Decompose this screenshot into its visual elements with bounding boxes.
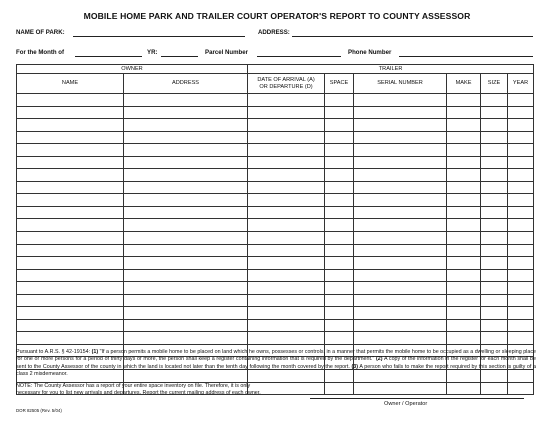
cell-address[interactable] — [124, 169, 248, 182]
cell-size[interactable] — [481, 206, 508, 219]
register-table — [16, 64, 534, 395]
cell-serial[interactable] — [354, 232, 447, 245]
cell-make[interactable] — [447, 319, 481, 332]
cell-name[interactable] — [17, 156, 124, 169]
cell-date[interactable] — [248, 169, 325, 182]
cell-size[interactable] — [481, 319, 508, 332]
cell-size[interactable] — [481, 156, 508, 169]
cell-year[interactable] — [508, 194, 534, 207]
statute-item-1-number: (1) — [91, 349, 99, 355]
table-row — [17, 332, 534, 345]
table-row — [17, 119, 534, 132]
cell-name[interactable] — [17, 257, 124, 270]
serial-number-column-header: SERIAL NUMBER — [354, 74, 447, 94]
make-column-header: MAKE — [447, 74, 481, 94]
cell-size[interactable] — [481, 307, 508, 320]
cell-address[interactable] — [124, 294, 248, 307]
owner-group-header: OWNER — [17, 65, 248, 74]
cell-date[interactable] — [248, 307, 325, 320]
cell-make[interactable] — [447, 257, 481, 270]
cell-year[interactable] — [508, 181, 534, 194]
cell-size[interactable] — [481, 94, 508, 107]
table-row — [17, 106, 534, 119]
form-code: DOR 82505 (Rev. 5/04) — [16, 408, 62, 413]
cell-name[interactable] — [17, 119, 124, 132]
year-column-header: YEAR — [508, 74, 534, 94]
table-row — [17, 282, 534, 295]
cell-address[interactable] — [124, 282, 248, 295]
cell-date[interactable] — [248, 319, 325, 332]
cell-name[interactable] — [17, 269, 124, 282]
cell-year[interactable] — [508, 282, 534, 295]
cell-year[interactable] — [508, 332, 534, 345]
cell-name[interactable] — [17, 307, 124, 320]
date-column-header-line2: OR DEPARTURE (D) — [259, 83, 313, 90]
cell-date[interactable] — [248, 131, 325, 144]
phone-number-field[interactable] — [399, 56, 533, 57]
trailer-group-header: TRAILER — [248, 65, 534, 74]
cell-address[interactable] — [124, 144, 248, 157]
cell-name[interactable] — [17, 144, 124, 157]
cell-make[interactable] — [447, 294, 481, 307]
table-row — [17, 319, 534, 332]
cell-space[interactable] — [325, 131, 354, 144]
cell-make[interactable] — [447, 332, 481, 345]
cell-name[interactable] — [17, 194, 124, 207]
cell-serial[interactable] — [354, 106, 447, 119]
statute-item-3-text: A person who fails to make the report required by this section is guilty of a class 2 misdemeanor. — [16, 363, 536, 377]
cell-name[interactable] — [17, 169, 124, 182]
cell-make[interactable] — [447, 307, 481, 320]
cell-size[interactable] — [481, 244, 508, 257]
cell-space[interactable] — [325, 219, 354, 232]
cell-address[interactable] — [124, 194, 248, 207]
cell-address[interactable] — [124, 119, 248, 132]
cell-size[interactable] — [481, 131, 508, 144]
statute-paragraph — [16, 349, 536, 378]
cell-address[interactable] — [124, 319, 248, 332]
cell-date[interactable] — [248, 194, 325, 207]
cell-make[interactable] — [447, 206, 481, 219]
note-paragraph — [16, 383, 554, 398]
cell-make[interactable] — [447, 94, 481, 107]
cell-address[interactable] — [124, 181, 248, 194]
cell-size[interactable] — [481, 294, 508, 307]
cell-name[interactable] — [17, 232, 124, 245]
cell-year[interactable] — [508, 169, 534, 182]
cell-make[interactable] — [447, 156, 481, 169]
cell-size[interactable] — [481, 269, 508, 282]
table-row — [17, 131, 534, 144]
cell-date[interactable] — [248, 119, 325, 132]
cell-make[interactable] — [447, 181, 481, 194]
statute-item-1-text: "If a person permits a mobile home to be placed on land which he owns, possesses or controls, in a manner that permits the mobile home to be occupied as a dwelling or sleeping place for one or more persons for a period of thirty days or more, the person shall keep a register containing information that is required by the department." — [16, 349, 536, 363]
cell-space[interactable] — [325, 269, 354, 282]
cell-size[interactable] — [481, 181, 508, 194]
statute-item-3-number: (3) — [351, 363, 359, 370]
cell-space[interactable] — [325, 232, 354, 245]
cell-make[interactable] — [447, 194, 481, 207]
note-line-2: necessary for you to list new arrivals and departures. Report the current mailing address of each owner. — [16, 390, 261, 397]
cell-name[interactable] — [17, 94, 124, 107]
cell-date[interactable] — [248, 244, 325, 257]
cell-serial[interactable] — [354, 94, 447, 107]
size-column-header: SIZE — [481, 74, 508, 94]
cell-make[interactable] — [447, 106, 481, 119]
cell-address[interactable] — [124, 106, 248, 119]
note-line-1: NOTE: The County Assessor has a report of your entire space inventory on file. Therefore, it is only — [16, 383, 251, 389]
cell-space[interactable] — [325, 156, 354, 169]
year-label: YR: — [147, 49, 158, 56]
cell-date[interactable] — [248, 232, 325, 245]
table-row — [17, 269, 534, 282]
cell-year[interactable] — [508, 294, 534, 307]
cell-make[interactable] — [447, 144, 481, 157]
cell-make[interactable] — [447, 269, 481, 282]
cell-size[interactable] — [481, 332, 508, 345]
cell-serial[interactable] — [354, 181, 447, 194]
table-row — [17, 194, 534, 207]
date-column-header — [248, 74, 325, 94]
table-row — [17, 232, 534, 245]
name-of-park-label: NAME OF PARK: — [16, 29, 65, 36]
parcel-number-label: Parcel Number — [205, 49, 249, 56]
cell-make[interactable] — [447, 219, 481, 232]
cell-address[interactable] — [124, 269, 248, 282]
cell-date[interactable] — [248, 181, 325, 194]
cell-year[interactable] — [508, 119, 534, 132]
year-field[interactable] — [161, 56, 198, 57]
cell-date[interactable] — [248, 94, 325, 107]
cell-serial[interactable] — [354, 119, 447, 132]
cell-serial[interactable] — [354, 156, 447, 169]
cell-date[interactable] — [248, 332, 325, 345]
cell-serial[interactable] — [354, 307, 447, 320]
cell-year[interactable] — [508, 232, 534, 245]
cell-name[interactable] — [17, 219, 124, 232]
table-row — [17, 169, 534, 182]
cell-serial[interactable] — [354, 319, 447, 332]
cell-date[interactable] — [248, 257, 325, 270]
table-row — [17, 257, 534, 270]
cell-serial[interactable] — [354, 194, 447, 207]
cell-name[interactable] — [17, 206, 124, 219]
cell-year[interactable] — [508, 219, 534, 232]
cell-space[interactable] — [325, 282, 354, 295]
date-column-header-line1: DATE OF ARRIVAL (A) — [257, 76, 315, 83]
cell-name[interactable] — [17, 106, 124, 119]
cell-address[interactable] — [124, 257, 248, 270]
cell-space[interactable] — [325, 307, 354, 320]
cell-address[interactable] — [124, 307, 248, 320]
month-label: For the Month of — [16, 49, 65, 56]
cell-name[interactable] — [17, 244, 124, 257]
cell-size[interactable] — [481, 282, 508, 295]
cell-size[interactable] — [481, 257, 508, 270]
cell-date[interactable] — [248, 269, 325, 282]
statute-item-2-number: (2) — [376, 356, 383, 363]
cell-size[interactable] — [481, 144, 508, 157]
cell-address[interactable] — [124, 219, 248, 232]
owner-operator-label: Owner / Operator — [384, 401, 428, 407]
cell-name[interactable] — [17, 181, 124, 194]
name-of-park-field[interactable] — [73, 36, 245, 37]
cell-space[interactable] — [325, 94, 354, 107]
cell-date[interactable] — [248, 294, 325, 307]
cell-year[interactable] — [508, 131, 534, 144]
cell-make[interactable] — [447, 119, 481, 132]
cell-name[interactable] — [17, 319, 124, 332]
cell-space[interactable] — [325, 319, 354, 332]
cell-address[interactable] — [124, 94, 248, 107]
table-row — [17, 219, 534, 232]
cell-space[interactable] — [325, 206, 354, 219]
form-title: MOBILE HOME PARK AND TRAILER COURT OPERATOR'S REPORT TO COUNTY ASSESSOR — [83, 11, 471, 21]
table-row — [17, 307, 534, 320]
address-field[interactable] — [292, 36, 533, 37]
name-column-header: NAME — [17, 74, 124, 94]
table-row — [17, 94, 534, 107]
cell-size[interactable] — [481, 194, 508, 207]
cell-space[interactable] — [325, 106, 354, 119]
cell-name[interactable] — [17, 294, 124, 307]
cell-serial[interactable] — [354, 206, 447, 219]
table-row — [17, 156, 534, 169]
cell-size[interactable] — [481, 219, 508, 232]
cell-name[interactable] — [17, 131, 124, 144]
cell-date[interactable] — [248, 282, 325, 295]
cell-make[interactable] — [447, 282, 481, 295]
cell-year[interactable] — [508, 244, 534, 257]
cell-make[interactable] — [447, 169, 481, 182]
address-label: ADDRESS: — [258, 29, 290, 36]
cell-year[interactable] — [508, 156, 534, 169]
cell-date[interactable] — [248, 144, 325, 157]
cell-serial[interactable] — [354, 169, 447, 182]
cell-address[interactable] — [124, 206, 248, 219]
cell-year[interactable] — [508, 257, 534, 270]
cell-size[interactable] — [481, 106, 508, 119]
cell-name[interactable] — [17, 332, 124, 345]
cell-year[interactable] — [508, 307, 534, 320]
cell-make[interactable] — [447, 244, 481, 257]
cell-space[interactable] — [325, 169, 354, 182]
cell-size[interactable] — [481, 119, 508, 132]
cell-address[interactable] — [124, 232, 248, 245]
cell-serial[interactable] — [354, 294, 447, 307]
cell-space[interactable] — [325, 119, 354, 132]
phone-number-label: Phone Number — [348, 49, 392, 56]
cell-name[interactable] — [17, 282, 124, 295]
table-row — [17, 294, 534, 307]
cell-serial[interactable] — [354, 257, 447, 270]
cell-year[interactable] — [508, 319, 534, 332]
cell-space[interactable] — [325, 294, 354, 307]
cell-date[interactable] — [248, 106, 325, 119]
cell-year[interactable] — [508, 94, 534, 107]
cell-address[interactable] — [124, 156, 248, 169]
cell-year[interactable] — [508, 144, 534, 157]
month-field[interactable] — [75, 56, 142, 57]
cell-space[interactable] — [325, 181, 354, 194]
cell-size[interactable] — [481, 169, 508, 182]
cell-serial[interactable] — [354, 269, 447, 282]
cell-space[interactable] — [325, 194, 354, 207]
cell-make[interactable] — [447, 232, 481, 245]
table-row — [17, 206, 534, 219]
cell-serial[interactable] — [354, 144, 447, 157]
statute-item-2-text: A copy of the information in the register for each month shall be sent to the County Assessor of the county in which the land is located not later than the tenth day following the month covered by the report. — [16, 356, 536, 370]
cell-serial[interactable] — [354, 332, 447, 345]
cell-date[interactable] — [248, 206, 325, 219]
cell-serial[interactable] — [354, 244, 447, 257]
cell-space[interactable] — [325, 332, 354, 345]
cell-make[interactable] — [447, 131, 481, 144]
cell-address[interactable] — [124, 244, 248, 257]
cell-address[interactable] — [124, 332, 248, 345]
cell-space[interactable] — [325, 257, 354, 270]
table-row — [17, 181, 534, 194]
statute-intro: Pursuant to A.R.S. § 42-19154: — [16, 349, 91, 355]
parcel-number-field[interactable] — [257, 56, 341, 57]
space-column-header: SPACE — [325, 74, 354, 94]
owner-operator-signature-line[interactable] — [310, 398, 524, 399]
cell-serial[interactable] — [354, 282, 447, 295]
table-row — [17, 244, 534, 257]
cell-size[interactable] — [481, 232, 508, 245]
cell-year[interactable] — [508, 106, 534, 119]
cell-year[interactable] — [508, 269, 534, 282]
cell-date[interactable] — [248, 156, 325, 169]
table-row — [17, 144, 534, 157]
cell-serial[interactable] — [354, 131, 447, 144]
cell-space[interactable] — [325, 144, 354, 157]
cell-space[interactable] — [325, 244, 354, 257]
cell-date[interactable] — [248, 219, 325, 232]
address-column-header: ADDRESS — [124, 74, 248, 94]
cell-serial[interactable] — [354, 219, 447, 232]
cell-year[interactable] — [508, 206, 534, 219]
cell-address[interactable] — [124, 131, 248, 144]
